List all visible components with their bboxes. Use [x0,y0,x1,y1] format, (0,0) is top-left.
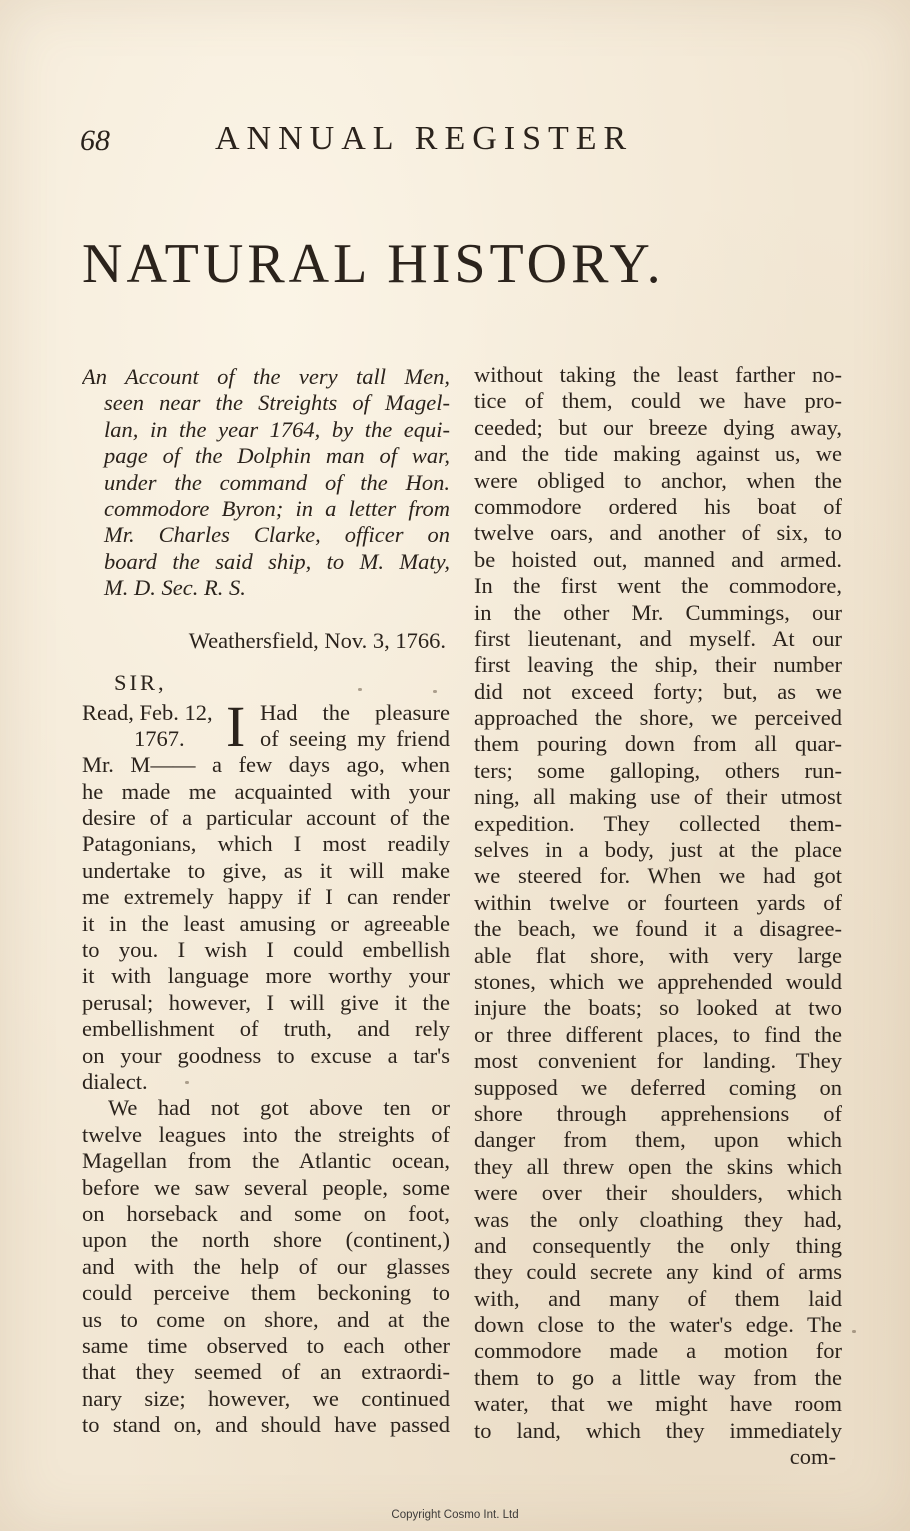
text-line: they all threw open the skins which [474,1153,842,1179]
left-column [82,364,450,1438]
text-line: perusal; however, I will give it the [82,989,450,1015]
text-line: were obliged to anchor, when the [474,467,842,493]
text-line: embellishment of truth, and rely [82,1016,450,1042]
text-line: it with language more worthy your [82,963,450,989]
letter-opening [82,693,450,759]
caption-line: under the command of the Hon. [104,469,450,495]
caption-line: Mr. Charles Clarke, officer on [104,522,450,548]
paper-speck [185,1081,189,1084]
text-line: within twelve or fourteen yards of [474,889,842,915]
read-note [82,700,222,753]
page-number: 68 [80,124,110,157]
text-line: stones, which we apprehended would [474,968,842,994]
text-line: desire of a particular account of the [82,805,450,831]
text-line: Had the pleasure [260,699,450,725]
caption-line: page of the Dolphin man of war, [104,443,450,469]
text-line: on horseback and some on foot, [82,1200,450,1226]
paper-speck [433,690,437,693]
text-line: was the only cloathing they had, [474,1206,842,1232]
paragraph [82,752,450,1095]
text-line: twelve leagues into the streights of [82,1121,450,1147]
text-line: be hoisted out, manned and armed. [474,546,842,572]
text-line: did not exceed forty; but, as we [474,678,842,704]
copyright-notice: Copyright Cosmo Int. Ltd [391,1509,519,1521]
drop-cap: I [226,693,246,759]
text-line: Magellan from the Atlantic ocean, [82,1148,450,1174]
catchword: com- [789,1444,836,1470]
paper-speck [358,688,362,691]
text-line: them to go a little way from the [474,1364,842,1390]
text-line: without taking the least farther no- [474,362,842,387]
text-line: it in the least amusing or agreeable [82,910,450,936]
caption-line: M. D. Sec. R. S. [104,575,246,601]
text-line: same time observed to each other [82,1332,450,1358]
text-line: expedition. They collected them- [474,810,842,836]
text-line: twelve oars, and another of six, to [474,520,842,546]
text-line: nary size; however, we continued [82,1385,450,1411]
text-line: selves in a body, just at the place [474,837,842,863]
caption-line: seen near the Streights of Magel- [104,390,450,416]
read-note-line: Read, Feb. 12, [82,699,213,725]
running-title: ANNUAL REGISTER [215,120,634,157]
text-line: shore through apprehensions of [474,1100,842,1126]
text-line: and the tide making against us, we [474,441,842,467]
text-line: Patagonians, which I most readily [82,831,450,857]
read-note-line: 1767. [134,725,185,751]
text-line: we steered for. When we had got [474,863,842,889]
text-line: or three different places, to find the [474,1021,842,1047]
text-line: they could secrete any kind of arms [474,1259,842,1285]
text-line: of seeing my friend [260,725,450,751]
right-column [474,362,842,1470]
text-line: first leaving the ship, their number [474,652,842,678]
text-line: We had not got above ten or [108,1095,450,1121]
text-line: approached the shore, we perceived [474,705,842,731]
text-line: first lieutenant, and myself. At our [474,625,842,651]
text-line: able flat shore, with very large [474,942,842,968]
text-line: most convenient for landing. They [474,1048,842,1074]
text-line: to land, which they immediately [474,1417,842,1443]
text-line: with, and many of them laid [474,1285,842,1311]
text-line: water, that we might have room [474,1391,842,1417]
text-line: In the first went the commodore, [474,573,842,599]
text-line: before we saw several people, some [82,1174,450,1200]
text-line: me extremely happy if I can render [82,884,450,910]
text-line: them pouring down from all quar- [474,731,842,757]
text-line: ning, all making use of their utmost [474,784,842,810]
salutation: SIR, [114,669,167,695]
text-line: injure the boats; so looked at two [474,995,842,1021]
opening-text [260,700,450,753]
text-line: us to come on shore, and at the [82,1306,450,1332]
running-head [80,120,700,170]
text-line: commodore made a motion for [474,1338,842,1364]
caption-line: board the said ship, to M. Maty, [104,548,450,574]
article-caption [82,364,450,602]
text-line: to stand on, and should have passed [82,1412,450,1438]
text-line: he made me acquainted with your [82,778,450,804]
text-line: upon the north shore (continent,) [82,1227,450,1253]
text-line: the beach, we found it a disagree- [474,916,842,942]
caption-line: lan, in the year 1764, by the equi- [104,416,450,442]
text-line: supposed we deferred coming on [474,1074,842,1100]
text-line: ceeded; but our breeze dying away, [474,414,842,440]
place-date: Weathersfield, Nov. 3, 1766. [188,627,446,653]
text-line: and consequently the only thing [474,1232,842,1258]
text-line: down close to the water's edge. The [474,1312,842,1338]
paragraph [82,1095,450,1438]
text-line: to you. I wish I could embellish [82,937,450,963]
text-line: ters; some galloping, others run- [474,757,842,783]
text-line: danger from them, upon which [474,1127,842,1153]
text-line: tice of them, could we have pro- [474,388,842,414]
text-line: were over their shoulders, which [474,1180,842,1206]
text-line: and with the help of our glasses [82,1253,450,1279]
text-line: in the other Mr. Cummings, our [474,599,842,625]
text-line: could perceive them beckoning to [82,1280,450,1306]
section-title: NATURAL HISTORY. [82,233,665,295]
paper-speck [852,1330,856,1333]
text-line: on your goodness to excuse a tar's [82,1042,450,1068]
caption-line: An Account of the very tall Men, [82,364,450,389]
text-line: Mr. M—— a few days ago, when [82,752,450,778]
text-line: dialect. [82,1069,148,1094]
text-line: that they seemed of an extraordi- [82,1359,450,1385]
text-line: undertake to give, as it will make [82,857,450,883]
text-line: commodore ordered his boat of [474,493,842,519]
caption-line: commodore Byron; in a letter from [104,495,450,521]
